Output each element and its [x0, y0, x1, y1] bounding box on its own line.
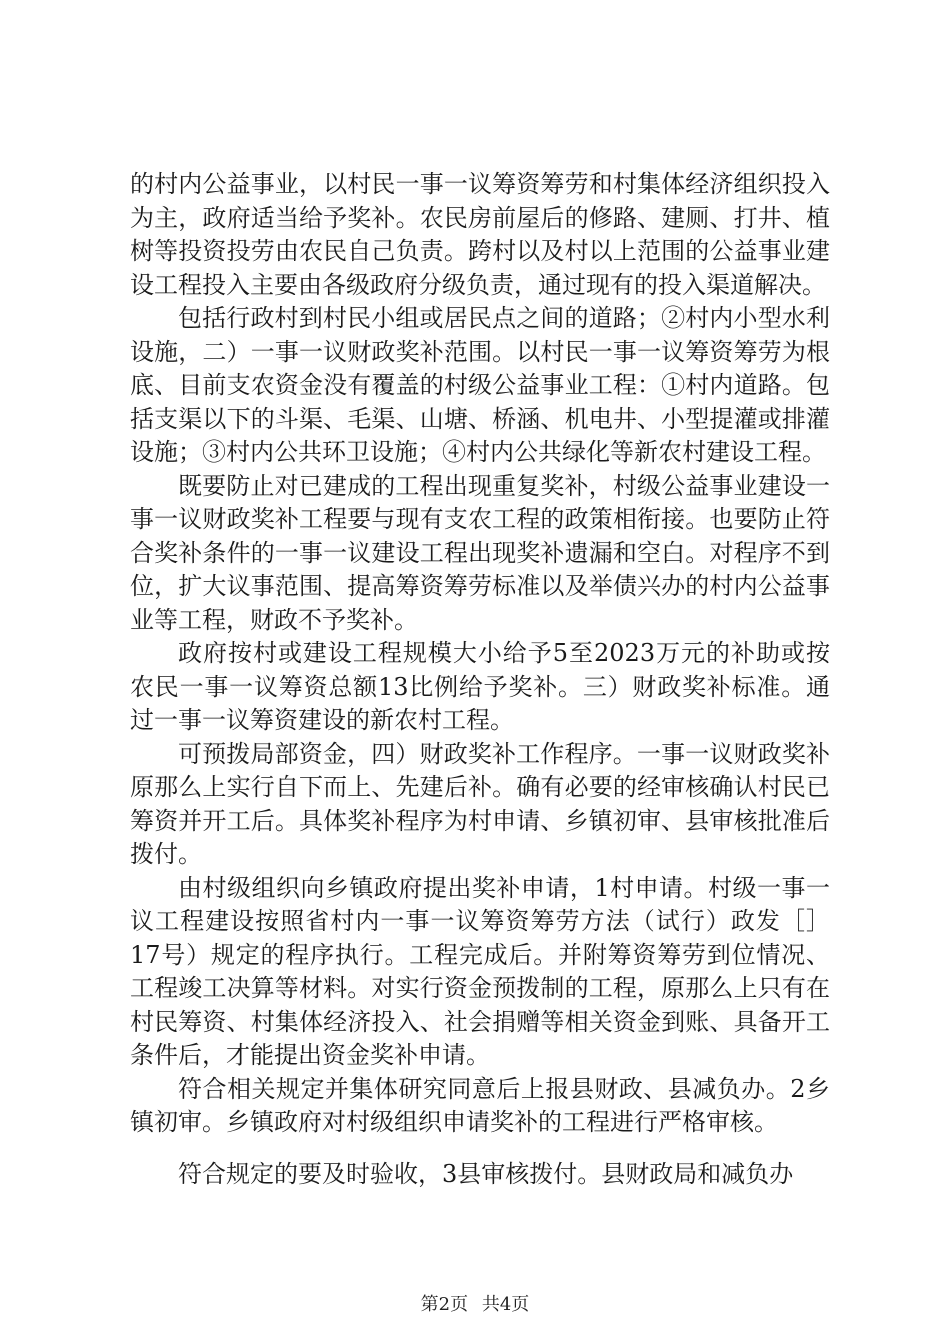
document-body: [130, 168, 830, 1191]
paragraph-8: 符合规定的要及时验收，3县审核拨付。县财政局和减负办: [178, 1159, 794, 1188]
paragraph-2: 包括行政村到村民小组或居民点之间的道路；②村内小型水利设施，二）一事一议财政奖补范围。以村民一事一议筹资筹劳为根底、目前支农资金没有覆盖的村级公益事业工程：①村内道路。包括支渠以下的斗渠、毛渠、山塘、桥涵、机电井、小型提灌或排灌设施；③村内公共环卫设施；④村内公共绿化等新农村建设工程。: [130, 304, 830, 466]
paragraph-3: 既要防止对已建成的工程出现重复奖补，村级公益事业建设一事一议财政奖补工程要与现有支农工程的政策相衔接。也要防止符合奖补条件的一事一议建设工程出现奖补遗漏和空白。对程序不到位，扩大议事范围、提高筹资筹劳标准以及举债兴办的村内公益事业等工程，财政不予奖补。: [130, 471, 830, 634]
paragraph-7: 符合相关规定并集体研究同意后上报县财政、县减负办。2乡镇初审。乡镇政府对村级组织申请奖补的工程进行严格审核。: [130, 1074, 830, 1136]
paragraph-6: 由村级组织向乡镇政府提出奖补申请，1村申请。村级一事一议工程建设按照省村内一事一议筹资筹劳方法（试行）政发［］17号）规定的程序执行。工程完成后。并附筹资筹劳到位情况、工程竣工决算等材料。对实行资金预拨制的工程，原那么上只有在村民筹资、村集体经济投入、社会捐赠等相关资金到账、具备开工条件后，才能提出资金奖补申请。: [130, 873, 830, 1069]
page-total: 共4页: [481, 1294, 530, 1315]
page-footer: [0, 1290, 950, 1316]
paragraph-1: 的村内公益事业，以村民一事一议筹资筹劳和村集体经济组织投入为主，政府适当给予奖补。农民房前屋后的修路、建厕、打井、植树等投资投劳由农民自己负责。跨村以及村以上范围的公益事业建设工程投入主要由各级政府分级负责，通过现有的投入渠道解决。: [130, 170, 830, 299]
page-number: 第2页: [420, 1294, 469, 1315]
paragraph-4: 政府按村或建设工程规模大小给予5至2023万元的补助或按农民一事一议筹资总额13比例给予奖补。三）财政奖补标准。通过一事一议筹资建设的新农村工程。: [130, 639, 830, 734]
paragraph-5: 可预拨局部资金，四）财政奖补工作程序。一事一议财政奖补原那么上实行自下而上、先建后补。确有必要的经审核确认村民已筹资并开工后。具体奖补程序为村申请、乡镇初审、县审核批准后拨付。: [130, 739, 830, 868]
